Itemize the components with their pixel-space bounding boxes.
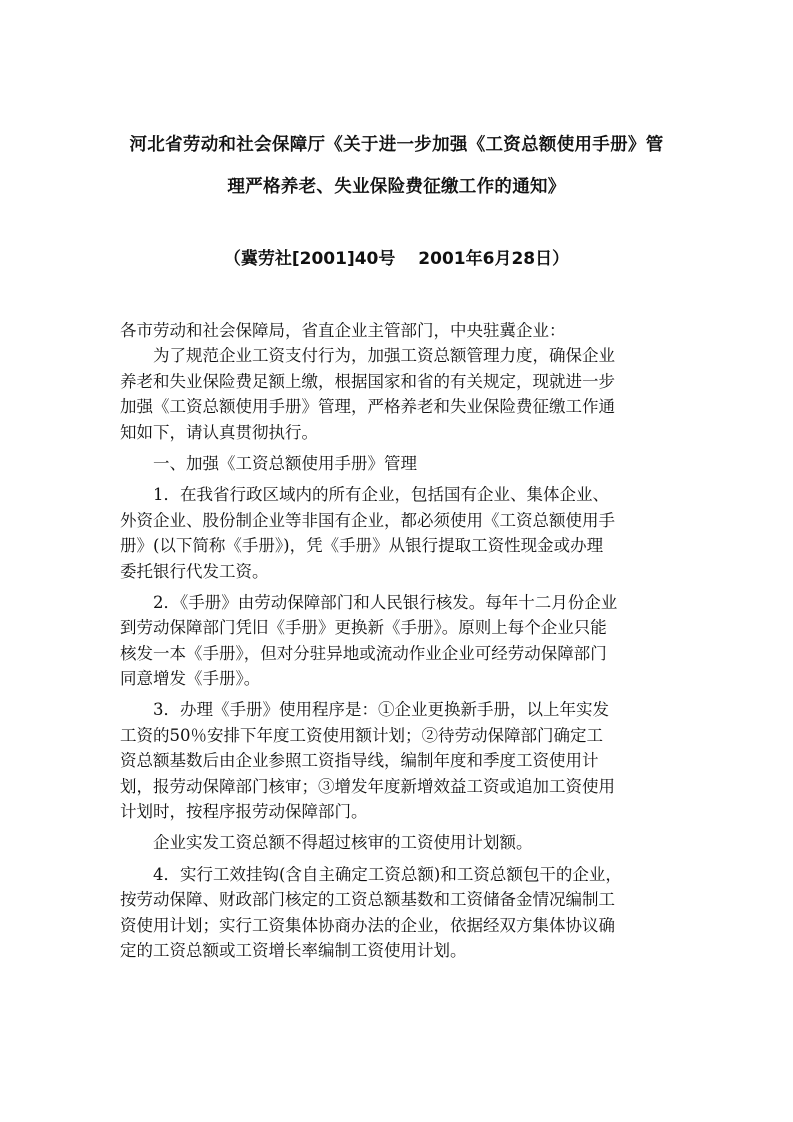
text-line: 4．实行工效挂钩(含自主确定工资总额)和工资总额包干的企业， [120,864,622,884]
section-heading: 一、加强《工资总额使用手册》管理 [120,453,417,473]
text-line: 同意增发《手册》。 [120,669,261,689]
document-body [120,318,680,963]
text-line: 知如下，请认真贯彻执行。 [120,422,318,442]
note-paragraph: 企业实发工资总额不得超过核审的工资使用计划额。 [120,833,533,853]
intro-paragraph [120,343,680,445]
text-line: 到劳动保障部门凭旧《手册》更换新《手册》。原则上每个企业只能 [120,618,607,638]
text-line: 3．办理《手册》使用程序是：①企业更换新手册，以上年实发 [120,700,609,720]
text-line: 工资的50％安排下年度工资使用额计划；②待劳动保障部门确定工 [120,725,603,745]
text-line: 计划时，按程序报劳动保障部门。 [120,802,368,822]
text-line: 资使用计划；实行工资集体协商办法的企业，依据经双方集体协议确 [120,915,615,935]
document-number: （冀劳社[2001]40号 2001年6月28日） [223,249,570,269]
text-line: 划，报劳动保障部门核审；③增发年度新增效益工资或追加工资使用 [120,776,615,796]
text-line: 1．在我省行政区域内的所有企业，包括国有企业、集体企业、 [120,485,609,505]
text-line: 核发一本《手册》，但对分驻异地或流动作业企业可经劳动保障部门 [120,643,607,663]
text-line: 委托银行代发工资。 [120,561,269,581]
text-line: 为了规范企业工资支付行为，加强工资总额管理力度，确保企业 [120,346,615,366]
text-line: 2．《手册》由劳动保障部门和人民银行核发。每年十二月份企业 [120,592,618,612]
item-3-paragraph [120,697,680,824]
text-line: 加强《工资总额使用手册》管理，严格养老和失业保险费征缴工作通 [120,397,615,417]
text-line: 养老和失业保险费足额上缴，根据国家和省的有关规定，现就进一步 [120,371,615,391]
item-4-paragraph [120,862,680,964]
salutation: 各市劳动和社会保障局，省直企业主管部门，中央驻冀企业： [120,321,566,340]
item-1-paragraph [120,482,680,584]
item-2-paragraph [120,590,680,692]
text-line: 按劳动保障、财政部门核定的工资总额基数和工资储备金情况编制工 [120,890,615,910]
text-line: 册》(以下简称《手册》)，凭《手册》从银行提取工资性现金或办理 [120,536,604,556]
document-title-line2: 理严格养老、失业保险费征缴工作的通知》 [227,177,566,197]
text-line: 外资企业、股份制企业等非国有企业，都必须使用《工资总额使用手 [120,510,615,530]
text-line: 资总额基数后由企业参照工资指导线，编制年度和季度工资使用计 [120,751,599,771]
text-line: 定的工资总额或工资增长率编制工资使用计划。 [120,940,467,960]
document-title-line1: 河北省劳动和社会保障厅《关于进一步加强《工资总额使用手册》管 [129,135,664,155]
